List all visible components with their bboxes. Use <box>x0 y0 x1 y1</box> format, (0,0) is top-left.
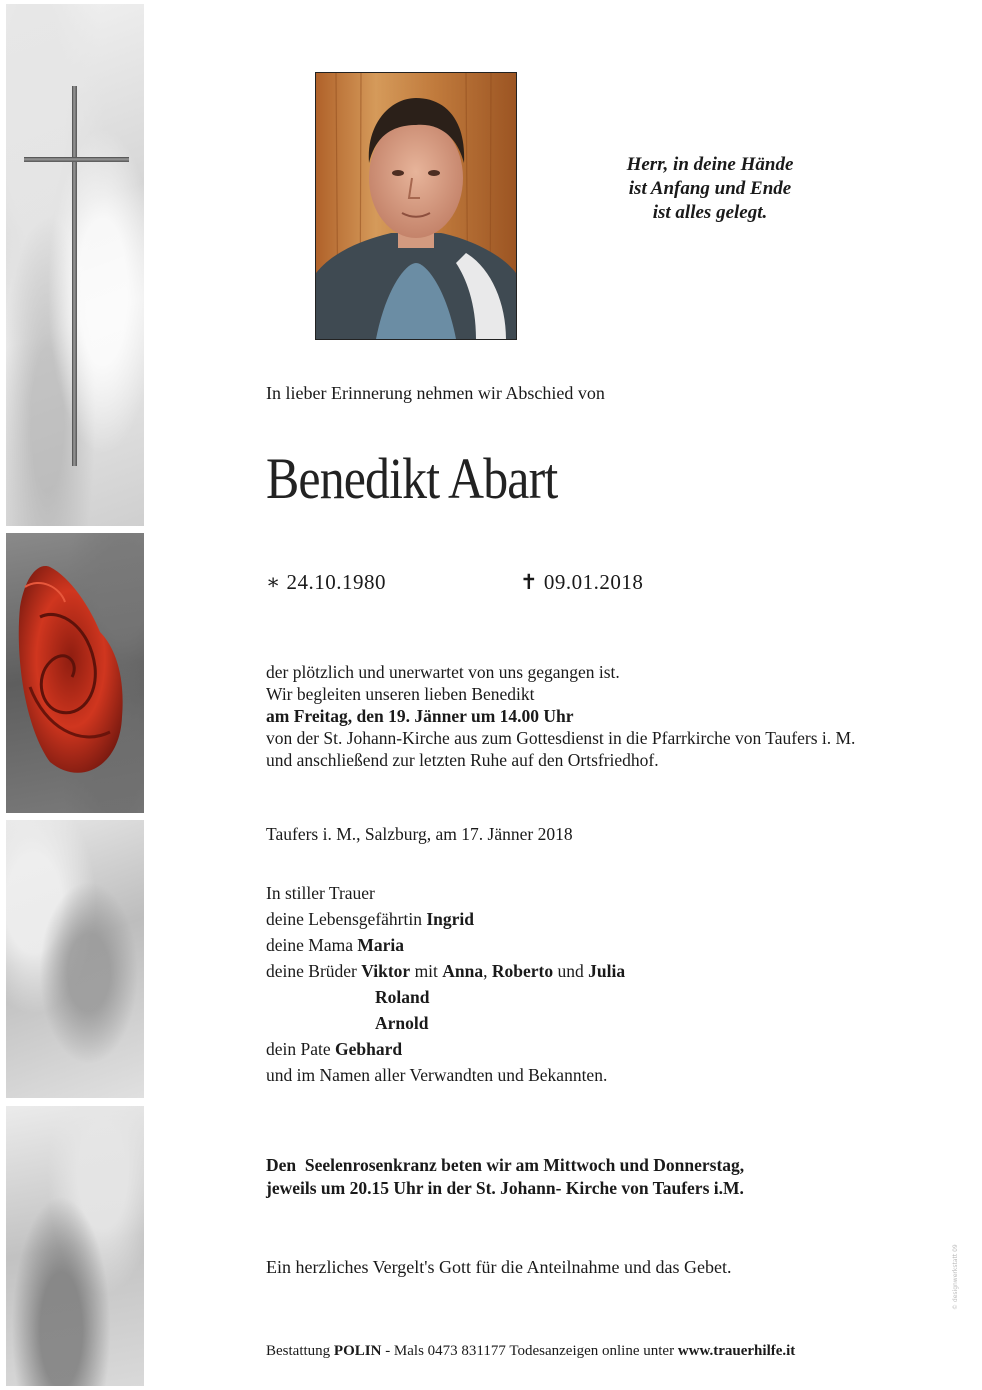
mourner-godfather <box>266 1036 625 1062</box>
mourner-relation: deine Lebensgefährtin <box>266 909 422 929</box>
mourner-brother-arnold <box>266 1010 625 1036</box>
death-date <box>520 570 643 595</box>
connector-text: mit <box>414 961 438 981</box>
mourner-mother <box>266 932 625 958</box>
mourner-name: Anna <box>442 961 484 981</box>
designer-credit: © designwerkstatt 09 <box>952 1244 959 1310</box>
portrait-image <box>316 73 516 339</box>
birth-star-icon: ∗ <box>266 570 281 594</box>
mourner-name: Gebhard <box>335 1039 403 1059</box>
mourner-brother-roland <box>266 984 625 1010</box>
cross-icon <box>72 86 77 466</box>
funeral-home-name: POLIN <box>333 1343 382 1359</box>
funeral-home-footer <box>266 1343 795 1360</box>
details-line-2: Wir begleiten unseren lieben Benedikt <box>266 684 535 704</box>
mourners-heading: In stiller Trauer <box>266 883 375 903</box>
details-line-4: von der St. Johann-Kirche aus zum Gottesdienst in die Pfarrkirche von Taufers i. M. <box>266 728 856 748</box>
rosary-line-1: Den Seelenrosenkranz beten wir am Mittwoch und Donnerstag, <box>266 1155 745 1175</box>
place-and-date: Taufers i. M., Salzburg, am 17. Jänner 2018 <box>266 824 573 844</box>
death-cross-icon: ✝ <box>520 570 539 594</box>
decorative-panel-red-rose <box>6 533 144 813</box>
mourner-relation: dein Pate <box>266 1039 331 1059</box>
mourner-name: Maria <box>357 935 405 955</box>
rosary-notice <box>266 1154 744 1200</box>
mourner-name: Viktor <box>361 961 411 981</box>
cross-icon-beam <box>24 157 129 162</box>
deceased-name: Benedikt Abart <box>266 446 558 511</box>
details-line-5: und anschließend zur letzten Ruhe auf den Ortsfriedhof. <box>266 750 659 770</box>
mourner-name: Julia <box>588 961 626 981</box>
mourner-name: Roberto <box>491 961 554 981</box>
decorative-panel-roses-grey-bottom <box>6 1106 144 1386</box>
connector-text: und <box>557 961 584 981</box>
decorative-panel-roses-grey <box>6 820 144 1098</box>
mourners-closing: und im Namen aller Verwandten und Bekannten. <box>266 1065 608 1085</box>
funeral-date-time: am Freitag, den 19. Jänner um 14.00 Uhr <box>266 706 574 726</box>
rosary-line-2: jeweils um 20.15 Uhr in der St. Johann- Kirche von Taufers i.M. <box>266 1178 744 1198</box>
intro-text: In lieber Erinnerung nehmen wir Abschied von <box>266 383 605 403</box>
portrait-photo <box>315 72 517 340</box>
details-line-3 <box>266 705 855 727</box>
mourner-relation: deine Mama <box>266 935 353 955</box>
mourner-name: Ingrid <box>426 909 475 929</box>
mourner-name: Roland <box>375 987 430 1007</box>
quote-line-3: ist alles gelegt. <box>652 202 768 223</box>
funeral-details <box>266 661 855 771</box>
mourners-list <box>266 880 625 1088</box>
quote-line-1: Herr, in deine Hände <box>626 154 794 175</box>
thanks-text: Ein herzliches Vergelt's Gott für die Anteilnahme und das Gebet. <box>266 1257 732 1277</box>
quote-line-2: ist Anfang und Ende <box>628 178 792 199</box>
mourner-partner <box>266 906 625 932</box>
birth-date <box>266 570 386 595</box>
mourner-relation: deine Brüder <box>266 961 357 981</box>
birth-date-value: 24.10.1980 <box>286 570 387 594</box>
mourner-name: Arnold <box>375 1013 429 1033</box>
footer-prefix: Bestattung <box>266 1343 331 1359</box>
bible-quote <box>590 153 830 225</box>
red-rose-image <box>10 547 128 787</box>
footer-contact: - Mals 0473 831177 Todesanzeigen online unter <box>381 1343 678 1359</box>
website-link[interactable]: www.trauerhilfe.it <box>677 1343 796 1359</box>
details-line-1: der plötzlich und unerwartet von uns gegangen ist. <box>266 662 620 682</box>
mourner-brothers: deine Brüder Viktor mit Anna, Roberto und Julia <box>266 961 626 981</box>
death-date-value: 09.01.2018 <box>543 570 644 594</box>
